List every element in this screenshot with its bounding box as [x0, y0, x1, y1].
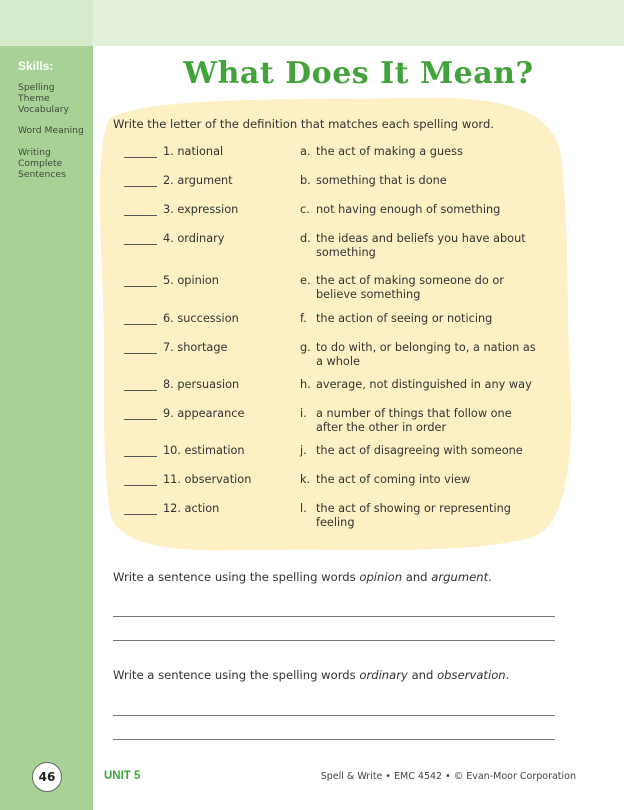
- spelling-word: 12. action: [163, 502, 220, 515]
- answer-blank[interactable]: [124, 244, 157, 245]
- definition-letter: b.: [300, 174, 311, 187]
- definition-text: the action of seeing or noticing: [316, 312, 493, 325]
- spelling-word: 7. shortage: [163, 341, 228, 354]
- definition-text: a number of things that follow one after the other in order: [316, 407, 512, 434]
- definition-letter: d.: [300, 232, 311, 245]
- spelling-word: 2. argument: [163, 174, 233, 187]
- answer-blank[interactable]: [124, 186, 157, 187]
- skill-word-meaning: Word Meaning: [18, 125, 84, 136]
- writing-line-2b[interactable]: [113, 739, 555, 740]
- writing-line-1b[interactable]: [113, 640, 555, 641]
- spelling-word: 6. succession: [163, 312, 239, 325]
- spelling-word: 10. estimation: [163, 444, 245, 457]
- spelling-word: 1. national: [163, 145, 224, 158]
- definition-text: average, not distinguished in any way: [316, 378, 532, 391]
- definition-letter: l.: [300, 502, 307, 515]
- definition-text: the act of disagreeing with someone: [316, 444, 523, 457]
- spelling-word: 3. expression: [163, 203, 239, 216]
- definition-letter: g.: [300, 341, 311, 354]
- answer-blank[interactable]: [124, 390, 157, 391]
- skill-writing-sentences: Writing Complete Sentences: [18, 147, 66, 180]
- unit-label: UNIT 5: [104, 770, 141, 782]
- sentence-prompt-1: Write a sentence using the spelling words opinion and argument.: [113, 570, 492, 584]
- footer-credit: Spell & Write • EMC 4542 • © Evan-Moor Corporation: [320, 771, 576, 782]
- matching-instruction: Write the letter of the definition that matches each spelling word.: [113, 117, 495, 131]
- sentence-prompt-2: Write a sentence using the spelling words ordinary and observation.: [113, 668, 510, 682]
- definition-text: the act of making someone do or believe something: [316, 274, 504, 301]
- page-number: 46: [32, 762, 62, 792]
- writing-line-1a[interactable]: [113, 616, 555, 617]
- spelling-word: 8. persuasion: [163, 378, 240, 391]
- definition-letter: j.: [300, 444, 307, 457]
- spelling-word: 4. ordinary: [163, 232, 225, 245]
- spelling-word: 9. appearance: [163, 407, 245, 420]
- definition-text: not having enough of something: [316, 203, 501, 216]
- definition-text: something that is done: [316, 174, 447, 187]
- answer-blank[interactable]: [124, 286, 157, 287]
- spelling-word: 11. observation: [163, 473, 252, 486]
- definition-letter: a.: [300, 145, 311, 158]
- page-title: What Does It Mean?: [183, 56, 534, 91]
- definition-letter: e.: [300, 274, 311, 287]
- answer-blank[interactable]: [124, 514, 157, 515]
- answer-blank[interactable]: [124, 353, 157, 354]
- definition-text: to do with, or belonging to, a nation as a whole: [316, 341, 536, 368]
- definition-text: the act of making a guess: [316, 145, 463, 158]
- definition-text: the ideas and beliefs you have about something: [316, 232, 526, 259]
- answer-blank[interactable]: [124, 324, 157, 325]
- answer-blank[interactable]: [124, 419, 157, 420]
- definition-letter: c.: [300, 203, 310, 216]
- answer-blank[interactable]: [124, 215, 157, 216]
- definition-letter: i.: [300, 407, 307, 420]
- answer-blank[interactable]: [124, 485, 157, 486]
- writing-line-2a[interactable]: [113, 715, 555, 716]
- definition-letter: k.: [300, 473, 311, 486]
- spelling-word: 5. opinion: [163, 274, 219, 287]
- definition-letter: f.: [300, 312, 307, 325]
- skills-title: Skills:: [18, 59, 54, 73]
- definition-letter: h.: [300, 378, 311, 391]
- answer-blank[interactable]: [124, 157, 157, 158]
- definition-text: the act of showing or representing feeling: [316, 502, 511, 529]
- skill-spelling-theme-vocabulary: Spelling Theme Vocabulary: [18, 82, 69, 115]
- answer-blank[interactable]: [124, 456, 157, 457]
- definition-text: the act of coming into view: [316, 473, 471, 486]
